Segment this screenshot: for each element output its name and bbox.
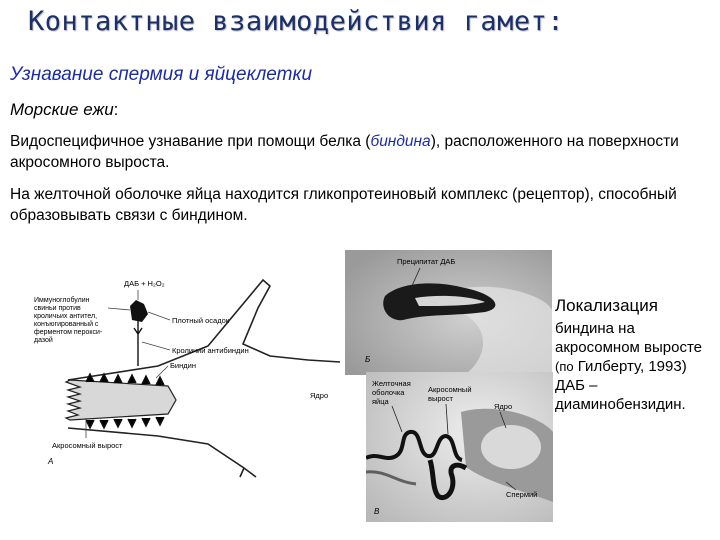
label-nucleus: Ядро [310, 391, 329, 400]
pointer-deposit [148, 312, 170, 320]
paragraph-bindin-end: ), расположенного на поверхности акросомного выроста. [10, 133, 679, 171]
species-label: Морские ежи [10, 100, 114, 119]
label-envelope-1: Желточная [372, 379, 411, 388]
pointer-ig [108, 308, 130, 310]
label-dab: ДАБ + H₂O₂ [124, 279, 165, 288]
label-envelope-3: яйца [372, 397, 389, 406]
label-ig-6: дазой [34, 337, 53, 344]
micrograph-b [345, 250, 552, 375]
label-envelope-2: оболочка [372, 388, 405, 397]
panel-letter-c: В [374, 507, 380, 516]
label-antibindin: Кроличий антибиндин [172, 346, 249, 355]
paragraph-bindin [10, 131, 700, 173]
antibody-complex [130, 300, 148, 322]
slide-title: Контактные взаимодействия гамет: [28, 6, 565, 37]
label-ig-3: кроличьих антител, [34, 313, 98, 320]
label-nucleus-c: Ядро [494, 402, 513, 411]
caption-note: ДАБ – диаминобензидин. [555, 377, 686, 413]
label-ig-2: свиньи против [34, 305, 81, 312]
slide-subtitle: Узнавание спермия и яйцеклетки [10, 64, 313, 85]
bindin-highlight: биндина [370, 133, 431, 150]
label-ig-4: конъюгированный с [34, 321, 99, 328]
label-sperm: Спермий [506, 490, 538, 499]
label-precipitate: Преципитат ДАБ [397, 257, 456, 266]
figure-caption [555, 296, 715, 414]
label-process-c-2: вырост [428, 394, 453, 403]
nucleus-region [481, 425, 541, 469]
label-ig-5: ферментом перокси- [34, 329, 103, 336]
bindin-schematic [8, 268, 343, 478]
label-process: Акросомный вырост [52, 441, 123, 450]
acrosomal-process [66, 380, 176, 420]
paragraph-bindin-start: Видоспецифичное узнавание при помощи белка ( [10, 133, 371, 150]
micrograph-c [366, 372, 553, 522]
label-deposit: Плотный осадок [172, 316, 230, 325]
panel-letter-a: А [48, 457, 54, 466]
caption-source-small: (по [555, 359, 574, 374]
label-process-c-1: Акросомный [428, 385, 472, 394]
paragraph-receptor: На желточной оболочке яйца находится гликопротеиновый комплекс (рецептор), способный образовывать связи с биндином. [10, 186, 677, 224]
species-line [10, 100, 118, 120]
caption-heading: Локализация [555, 296, 658, 315]
caption-line: биндина на акросомном выросте [555, 320, 702, 356]
pointer-bindin [156, 366, 168, 378]
species-colon: : [113, 100, 119, 119]
panel-letter-b: Б [365, 355, 371, 364]
label-ig-1: Иммуноглобулин [34, 297, 90, 304]
label-bindin: Биндин [170, 361, 196, 370]
pointer-antibindin [142, 342, 170, 350]
caption-source: Гилберту, 1993) [577, 358, 687, 375]
antibody-stem [134, 320, 142, 366]
